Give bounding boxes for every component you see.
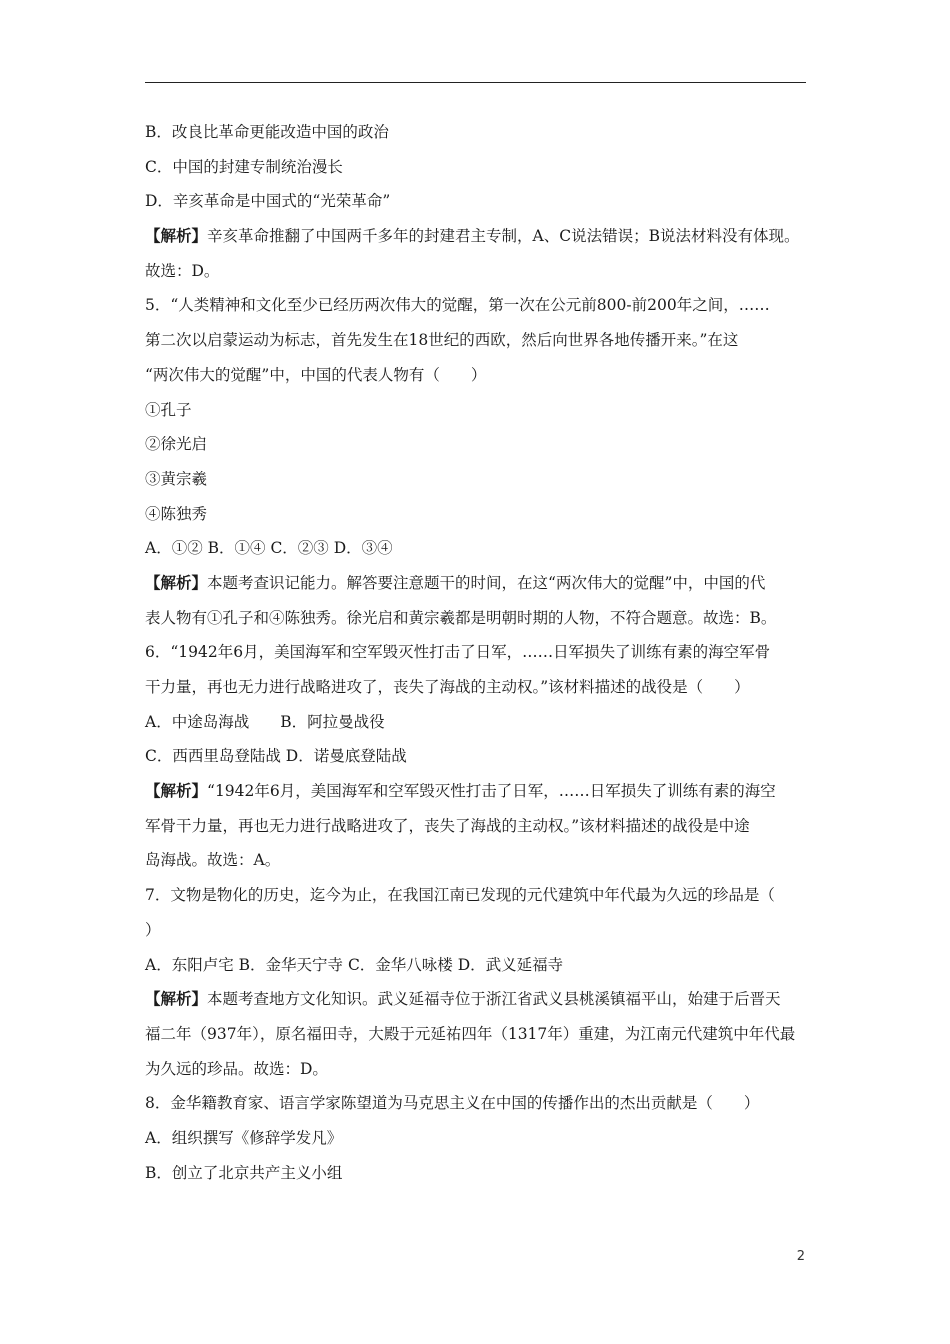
line-text: 第二次以启蒙运动为标志，首先发生在18世纪的西欧，然后向世界各地传播开来。”在这 xyxy=(145,331,739,350)
line-text: 福二年（937年），原名福田寺，大殿于元延祐四年（1317年）重建，为江南元代建筑中年代最 xyxy=(145,1024,796,1043)
text-line xyxy=(145,816,815,836)
text-line xyxy=(145,955,815,975)
analysis-label: 【解析】 xyxy=(145,781,208,801)
line-text: ①孔子 xyxy=(145,400,192,419)
line-text: 干力量，再也无力进行战略进攻了，丧失了海战的主动权。”该材料描述的战役是（ ） xyxy=(145,678,750,696)
line-text: “两次伟大的觉醒”中，中国的代表人物有（ ） xyxy=(145,365,487,384)
line-text: 表人物有①孔子和④陈独秀。徐光启和黄宗羲都是明朝时期的人物，不符合题意。故选：B。 xyxy=(145,608,777,627)
line-text: 8．金华籍教育家、语言学家陈望道为马克思主义在中国的传播作出的杰出贡献是（ ） xyxy=(145,1094,760,1113)
line-text: 本题考查地方文化知识。武义延福寺位于浙江省武义县桃溪镇福平山，始建于后晋天 xyxy=(207,990,781,1009)
text-line xyxy=(145,261,815,281)
line-text: 军骨干力量，再也无力进行战略进攻了，丧失了海战的主动权。”该材料描述的战役是中途 xyxy=(145,816,750,835)
line-text: 岛海战。故选：A。 xyxy=(145,851,281,870)
text-line xyxy=(145,538,815,558)
text-line xyxy=(145,469,815,489)
analysis-line xyxy=(145,226,815,246)
text-line xyxy=(145,677,815,697)
line-text: 6．“1942年6月，美国海军和空军毁灭性打击了日军，……日军损失了训练有素的海空军骨 xyxy=(145,643,771,662)
line-text: ②徐光启 xyxy=(145,435,208,454)
text-line xyxy=(145,330,815,350)
document-body xyxy=(145,122,815,1197)
text-line xyxy=(145,191,815,211)
header-rule xyxy=(145,82,806,83)
line-text: 本题考查识记能力。解答要注意题干的时间，在这“两次伟大的觉醒”中，中国的代 xyxy=(207,573,766,592)
analysis-label: 【解析】 xyxy=(145,989,208,1009)
text-line xyxy=(145,746,815,766)
analysis-label: 【解析】 xyxy=(145,572,208,592)
line-text: C．西西里岛登陆战 D．诺曼底登陆战 xyxy=(145,747,407,766)
line-text: ） xyxy=(145,920,161,939)
line-text: 辛亥革命推翻了中国两千多年的封建君主专制，A、C说法错误；B说法材料没有体现。 xyxy=(207,227,800,246)
text-line xyxy=(145,157,815,177)
line-text: A．组织撰写《修辞学发凡》 xyxy=(145,1128,343,1147)
line-text: 为久远的珍品。故选：D。 xyxy=(145,1059,328,1078)
text-line xyxy=(145,365,815,385)
line-text: A．①② B．①④ C．②③ D．③④ xyxy=(145,539,393,558)
text-line xyxy=(145,434,815,454)
analysis-line xyxy=(145,989,815,1009)
line-text: 故选：D。 xyxy=(145,261,220,280)
analysis-line xyxy=(145,573,815,593)
text-line xyxy=(145,1059,815,1079)
line-text: “1942年6月，美国海军和空军毁灭性打击了日军，……日军损失了训练有素的海空 xyxy=(207,782,776,801)
text-line xyxy=(145,1163,815,1183)
line-text: B．改良比革命更能改造中国的政治 xyxy=(145,123,389,141)
text-line xyxy=(145,1024,815,1044)
text-line xyxy=(145,122,815,142)
text-line xyxy=(145,295,815,315)
line-text: ③黄宗羲 xyxy=(145,469,208,488)
line-text: A．东阳卢宅 B．金华天宁寺 C．金华八咏楼 D．武义延福寺 xyxy=(145,955,564,974)
line-text: 7．文物是物化的历史，迄今为止，在我国江南已发现的元代建筑中年代最为久远的珍品是（ xyxy=(145,886,775,905)
line-text: A．中途岛海战 B．阿拉曼战役 xyxy=(145,712,385,731)
text-line xyxy=(145,1093,815,1113)
text-line xyxy=(145,920,815,940)
line-text: 5．“人类精神和文化至少已经历两次伟大的觉醒，第一次在公元前800-前200年之间，…… xyxy=(145,296,770,315)
line-text: C．中国的封建专制统治漫长 xyxy=(145,157,343,176)
text-line xyxy=(145,608,815,628)
line-text: D．辛亥革命是中国式的“光荣革命” xyxy=(145,192,391,211)
text-line xyxy=(145,712,815,732)
text-line xyxy=(145,400,815,420)
analysis-line xyxy=(145,781,815,801)
text-line xyxy=(145,850,815,870)
text-line xyxy=(145,642,815,662)
page-number: 2 xyxy=(796,1249,805,1264)
analysis-label: 【解析】 xyxy=(145,226,208,246)
text-line xyxy=(145,885,815,905)
line-text: B．创立了北京共产主义小组 xyxy=(145,1163,343,1182)
text-line xyxy=(145,504,815,524)
text-line xyxy=(145,1128,815,1148)
line-text: ④陈独秀 xyxy=(145,504,208,523)
